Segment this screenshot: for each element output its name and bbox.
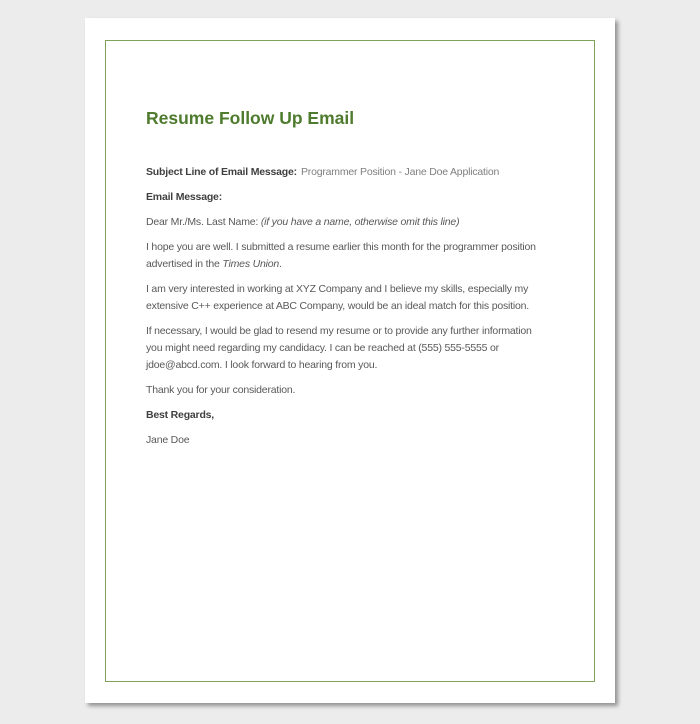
subject-label: Subject Line of Email Message: [146, 166, 297, 178]
paragraph-line: I hope you are well. I submitted a resume earlier this month for the programmer position [146, 241, 536, 253]
paragraph-line: If necessary, I would be glad to resend my resume or to provide any further information [146, 325, 532, 337]
paragraph-text: . [279, 258, 282, 270]
signature: Jane Doe [146, 434, 190, 446]
paragraph-text: advertised in the [146, 258, 223, 270]
document-title: Resume Follow Up Email [146, 108, 355, 128]
paragraph-line: extensive C++ experience at ABC Company, would be an ideal match for this position. [146, 300, 530, 312]
subject-value: Programmer Position - Jane Doe Application [300, 166, 500, 178]
publication-name: Times Union [222, 258, 280, 270]
document-content [146, 18, 595, 457]
paragraph-line: I am very interested in working at XYZ Company and I believe my skills, especially my [146, 283, 529, 295]
body-paragraph-3 [146, 323, 595, 374]
paragraph-line [146, 256, 595, 273]
paragraph-line: jdoe@abcd.com. I look forward to hearing from you. [146, 359, 378, 371]
email-message-label: Email Message: [146, 191, 222, 203]
subject-line [146, 164, 595, 181]
closing: Best Regards, [146, 409, 215, 421]
body-paragraph-1 [146, 239, 595, 273]
body-paragraph-2 [146, 281, 595, 315]
salutation-line [146, 214, 595, 231]
salutation-note: (if you have a name, otherwise omit this line) [260, 216, 460, 228]
paragraph-line: you might need regarding my candidacy. I can be reached at (555) 555-5555 or [146, 342, 499, 354]
thanks-line: Thank you for your consideration. [146, 384, 296, 396]
salutation-text: Dear Mr./Ms. Last Name: [146, 216, 261, 228]
document-page [85, 18, 615, 703]
